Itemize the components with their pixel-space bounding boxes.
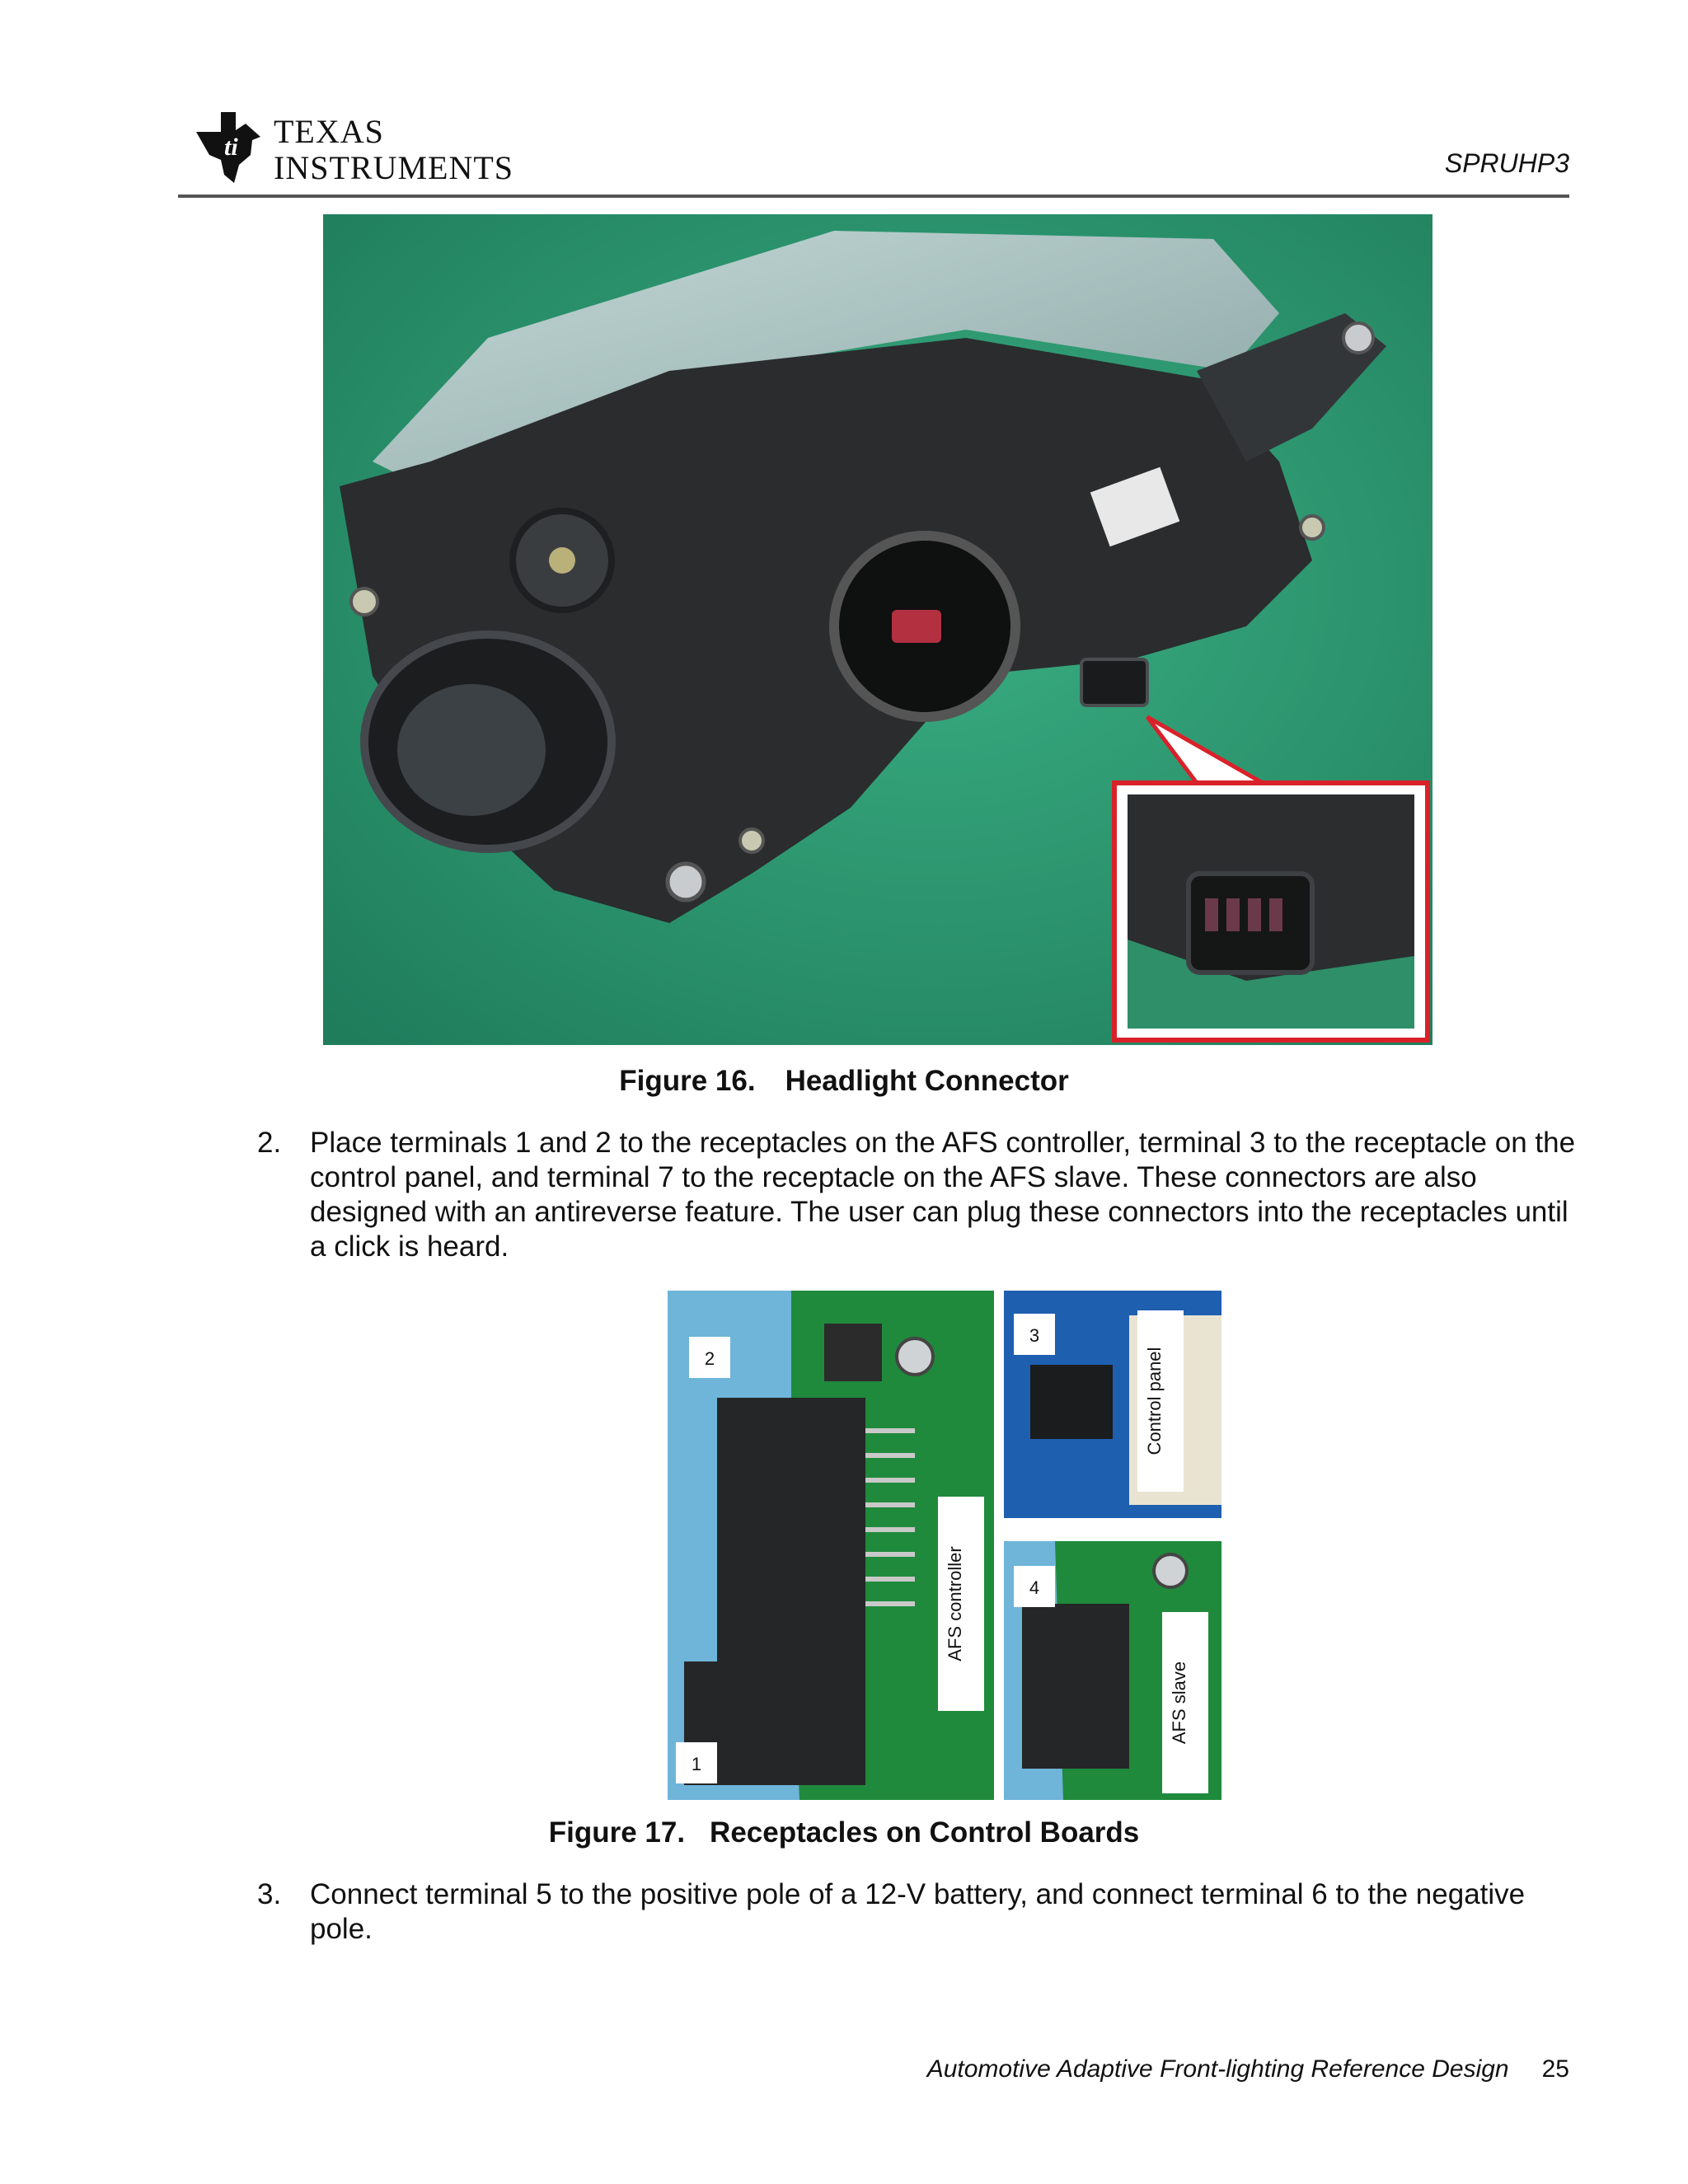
bolt-icon xyxy=(668,864,704,900)
header-divider xyxy=(178,194,1569,198)
afs-controller-label: AFS controller xyxy=(945,1546,965,1661)
fan-hub xyxy=(549,547,575,574)
step-number: 3. xyxy=(257,1878,282,1910)
page-header xyxy=(178,105,1569,198)
capacitor xyxy=(897,1338,933,1375)
ti-logo-icon xyxy=(188,107,267,186)
ti-logo-wordmark xyxy=(274,114,513,186)
company-line-2: INSTRUMENTS xyxy=(274,149,514,186)
figure-17-label: Figure 17. xyxy=(548,1816,686,1849)
control-panel-label: Control panel xyxy=(1144,1347,1165,1455)
page-footer xyxy=(927,2055,1569,2083)
document-id: SPRUHP3 xyxy=(1444,148,1569,178)
controller-connector-2 xyxy=(717,1398,865,1661)
bolt-icon xyxy=(1343,323,1373,353)
figure-17-photo xyxy=(668,1291,1221,1800)
capacitor xyxy=(1154,1554,1187,1587)
tag-2: 2 xyxy=(704,1348,715,1369)
photo-gutter xyxy=(1004,1518,1221,1541)
headlight-photo xyxy=(323,214,1432,1045)
figure-16-photo xyxy=(323,214,1432,1045)
bolt-icon xyxy=(740,829,763,852)
bulb-wire xyxy=(892,610,941,643)
step-number: 2. xyxy=(257,1127,282,1159)
photo-gutter xyxy=(994,1291,1004,1800)
step-2 xyxy=(257,1126,1576,1264)
step-3 xyxy=(257,1877,1576,1947)
svg-text:ti: ti xyxy=(224,134,238,161)
afs-slave-connector xyxy=(1022,1604,1129,1769)
page-number: 25 xyxy=(1541,2055,1569,2083)
bolt-icon xyxy=(351,588,377,615)
footer-title: Automotive Adaptive Front-lighting Reference Design xyxy=(926,2055,1509,2083)
ti-logo xyxy=(188,107,534,190)
bolt-icon xyxy=(1301,516,1324,539)
figure-17-title: Receptacles on Control Boards xyxy=(710,1816,1140,1849)
figure-16-label: Figure 16. xyxy=(619,1065,756,1097)
headlight-connector xyxy=(1081,659,1147,705)
figure-16-caption xyxy=(0,1065,1688,1098)
control-boards-photo xyxy=(668,1291,1221,1800)
regulator-chip xyxy=(824,1324,882,1381)
control-panel-connector xyxy=(1030,1365,1113,1439)
figure-17-caption xyxy=(0,1816,1688,1849)
figure-16-title: Headlight Connector xyxy=(785,1065,1069,1097)
step-text: Place terminals 1 and 2 to the receptacles on the AFS controller, terminal 3 to the receptacle on the control panel, and terminal 7 to the receptacle on the AFS slave. These connectors are also designed with an antireverse feature. The user can plug these connectors into the receptacles until a click is heard. xyxy=(310,1127,1576,1263)
afs-slave-label: AFS slave xyxy=(1169,1661,1189,1745)
step-text: Connect terminal 5 to the positive pole of a 12-V battery, and connect terminal 6 to the negative pole. xyxy=(310,1878,1526,1945)
tag-1: 1 xyxy=(691,1754,702,1774)
tag-4: 4 xyxy=(1029,1577,1040,1598)
tag-3: 3 xyxy=(1029,1325,1040,1346)
projector-glass xyxy=(397,684,546,816)
company-line-1: TEXAS xyxy=(274,113,384,150)
